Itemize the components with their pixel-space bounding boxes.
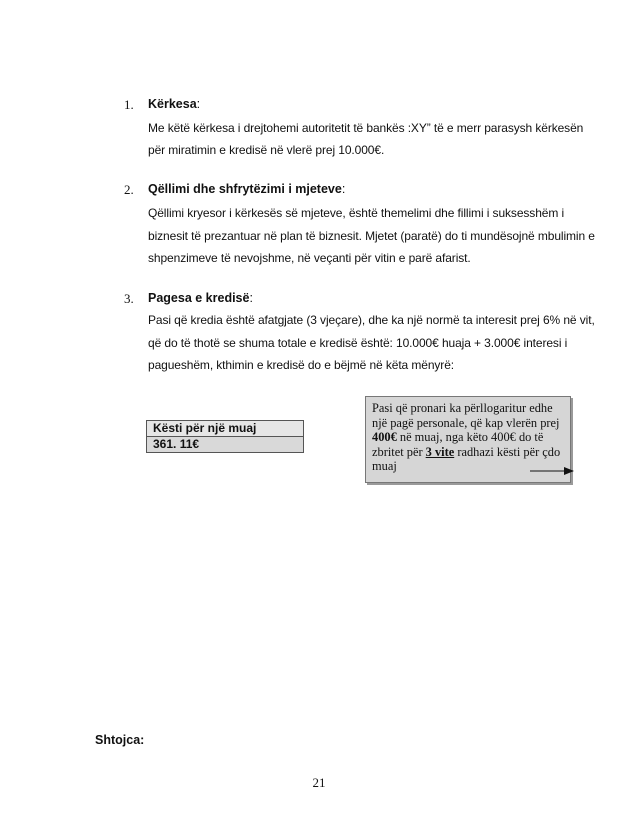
arrow-right-icon <box>530 467 574 475</box>
title-colon: : <box>249 291 253 305</box>
section-text-line: që do të thotë se shuma totale e kredisë është: 10.000€ huaja + 3.000€ interesi i <box>148 336 568 350</box>
note-text: radhazi kësti për çdo muaj <box>372 444 561 473</box>
section-number: 2. <box>124 182 134 197</box>
installment-table <box>146 420 304 453</box>
section-heading <box>148 291 253 305</box>
section-text-line: Qëllimi kryesor i kërkesës së mjeteve, është themelimi dhe fillimi i suksesshëm i <box>148 206 565 220</box>
section-text-line: Pasi që kredia është afatgjate (3 vjeçare), dhe ka një normë ta interesit prej 6% në vit, <box>148 313 595 327</box>
installment-table-header: Kësti për një muaj <box>147 421 303 437</box>
note-text: në muaj, nga këto 400€ do të zbritet për <box>372 430 544 459</box>
section-title: Qëllimi dhe shfrytëzimi i mjeteve <box>148 182 342 196</box>
section-text-line: Me këtë kërkesa i drejtohemi autoritetit të bankës :XY” të e merr parasysh kërkesën <box>148 121 584 135</box>
title-colon: : <box>341 182 346 196</box>
section-text-line: biznesit të prezantuar në plan të biznesit. Mjetet (paratë) do ti mundësojnë mbulimin e <box>148 229 595 243</box>
section-text-line: shpenzimeve të nevojshme, në veçanti për vitin e parë afarist. <box>148 251 471 265</box>
page-number: 21 <box>312 775 326 790</box>
section-1 <box>124 97 584 167</box>
section-heading <box>148 97 200 111</box>
note-text: Pasi që pronari ka përllogaritur edhe një pagë personale, që kap vlerën prej <box>372 401 560 430</box>
section-text-line: paguesh​ëm, kthimin e kredisë do e bëjmë në këta mënyrë: <box>148 358 455 372</box>
section-text-line: për miratimin e kredisë në vlerë prej 10.000€. <box>148 143 385 157</box>
note-duration: 3 vite <box>425 444 455 459</box>
section-title: Kërkesa <box>148 97 197 111</box>
appendix-label: Shtojca: <box>95 733 145 747</box>
title-colon: : <box>196 97 201 111</box>
section-heading <box>148 182 345 196</box>
section-number: 1. <box>124 97 134 112</box>
note-amount: 400€ <box>372 430 397 444</box>
section-number: 3. <box>124 291 134 306</box>
installment-table-value: 361. 11€ <box>147 437 303 452</box>
section-2 <box>124 182 595 272</box>
section-3 <box>124 291 595 381</box>
section-title: Pagesa e kredisë <box>148 291 250 305</box>
